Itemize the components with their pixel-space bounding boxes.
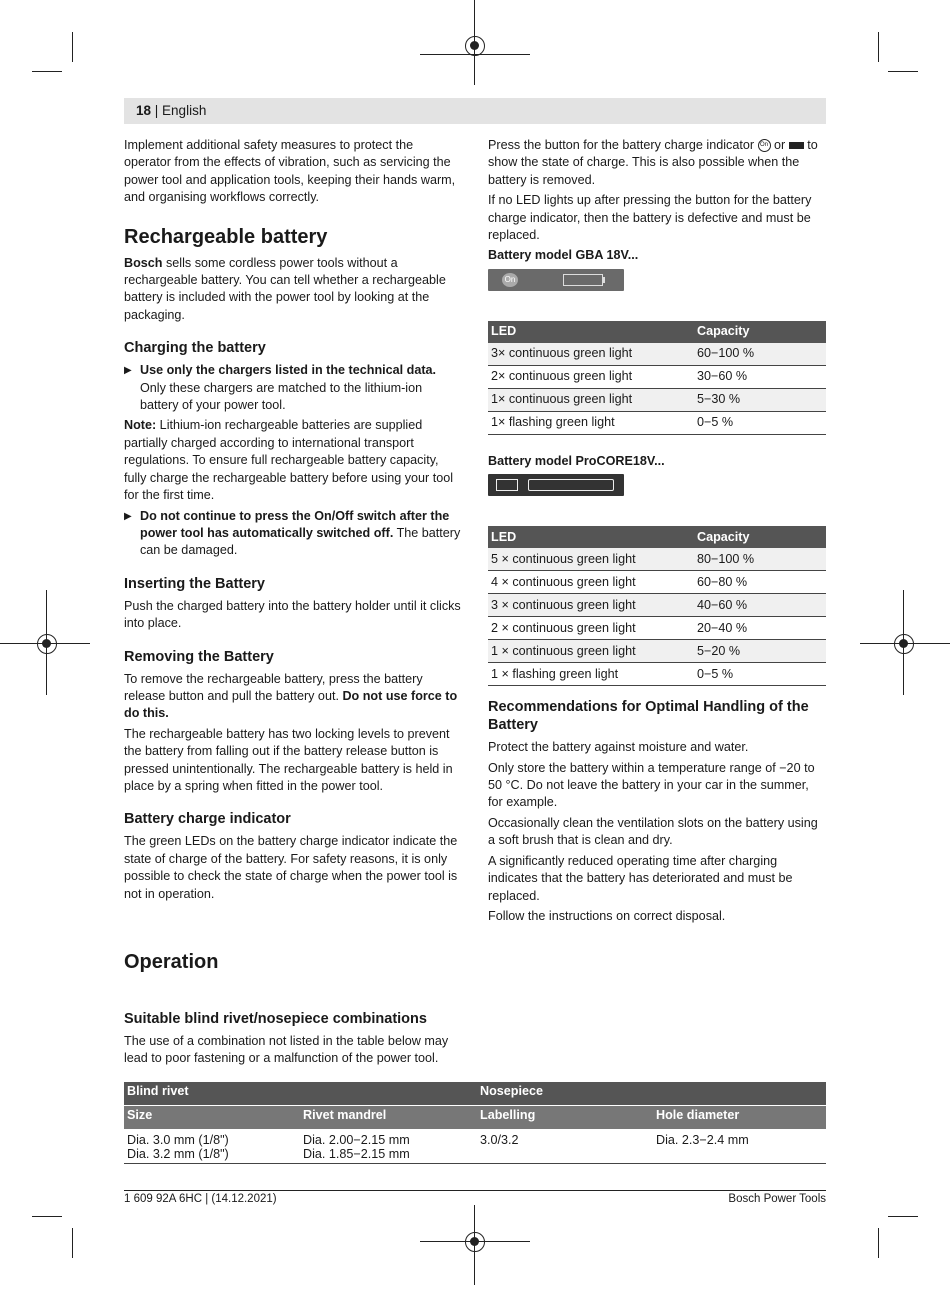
- recommend-paragraph: A significantly reduced operating time after charging indicates that the battery has deteriorated and must be replaced.: [488, 853, 793, 903]
- registration-mark-icon: [894, 634, 914, 654]
- table-header-led: LED: [488, 526, 694, 548]
- crop-mark: [888, 1216, 918, 1217]
- rechargeable-paragraph: [124, 255, 462, 325]
- brand-name: Bosch: [124, 255, 163, 270]
- recommend-paragraph: Occasionally clean the ventilation slots on the battery using a soft brush that is clean and dry.: [488, 815, 818, 848]
- page-footer: [124, 1190, 826, 1205]
- table-row: [488, 343, 826, 366]
- table-row: [488, 594, 826, 617]
- capacity-cell: 40−60 %: [694, 594, 826, 617]
- battery-tip: [602, 277, 605, 283]
- table-row: [488, 411, 826, 434]
- indicator-paragraph: The green LEDs on the battery charge indicator indicate the state of charge of the battery. For safety reasons, it is only possible to check the state of charge when the power tool is not in operation.: [124, 834, 458, 901]
- crop-mark: [32, 1216, 62, 1217]
- capacity-cell: 60−80 %: [694, 571, 826, 594]
- heading-rivet: Suitable blind rivet/nosepiece combinations: [124, 1011, 427, 1027]
- capacity-cell: 0−5 %: [694, 663, 826, 686]
- table-row: [124, 1129, 826, 1147]
- mandrel-cell: Dia. 2.00−2.15 mm: [303, 1133, 410, 1147]
- gba-model-title: Battery model GBA 18V...: [488, 248, 639, 263]
- charging-bullet-2: [124, 508, 462, 560]
- led-cell: 1 × continuous green light: [488, 640, 694, 663]
- table-header-capacity: Capacity: [694, 526, 826, 548]
- registration-mark-icon: [37, 634, 57, 654]
- battery-icon: [496, 479, 518, 491]
- no-led-paragraph: If no LED lights up after pressing the button for the battery charge indicator, then the battery is defective and must be replaced.: [488, 193, 812, 243]
- bullet-bold: Use only the chargers listed in the technical data.: [140, 363, 437, 378]
- footer-doc-id: 1 609 92A 6HC | (14.12.2021): [124, 1193, 277, 1205]
- removing-warning: Do not use force to do this.: [124, 688, 458, 721]
- crop-mark: [72, 32, 73, 62]
- header-hole-diameter: Hole diameter: [656, 1108, 740, 1122]
- hole-diameter-cell: Dia. 2.3−2.4 mm: [656, 1133, 749, 1147]
- locking-paragraph: The rechargeable battery has two locking levels to prevent the battery from falling out if the battery release button is pressed unintentionally. The rechargeable battery is held in place by a spring when fitted in the power tool.: [124, 726, 453, 793]
- note-text: Lithium-ion rechargeable batteries are supplied partially charged according to international transport regulations. To ensure full rechargeable battery capacity, fully charge the rechargeable battery before using your tool for the first time.: [124, 418, 454, 503]
- heading-recommendations: Recommendations for Optimal Handling of the Battery: [488, 699, 809, 734]
- inserting-paragraph: Push the charged battery into the battery holder until it clicks into place.: [124, 598, 461, 631]
- page-number: 18: [136, 103, 152, 118]
- led-cell: 2 × continuous green light: [488, 617, 694, 640]
- charging-bullet-1: [124, 362, 462, 414]
- group-header-blind-rivet: Blind rivet: [127, 1084, 189, 1098]
- footer-brand: Bosch Power Tools: [728, 1193, 826, 1205]
- section-title-operation: Operation: [124, 951, 219, 973]
- page-header-bar: [124, 98, 826, 124]
- table-row: [488, 617, 826, 640]
- gba-led-table: [488, 321, 826, 435]
- table-row: [488, 365, 826, 388]
- capacity-cell: 5−20 %: [694, 640, 826, 663]
- table-row: [488, 663, 826, 686]
- procore-led-table: [488, 526, 826, 686]
- registration-mark-icon: [465, 36, 485, 56]
- crop-mark: [888, 71, 918, 72]
- heading-inserting: Inserting the Battery: [124, 575, 265, 592]
- led-cell: 1× continuous green light: [488, 388, 694, 411]
- header-rivet-mandrel: Rivet mandrel: [303, 1108, 387, 1122]
- led-cell: 5 × continuous green light: [488, 548, 694, 571]
- capacity-cell: 30−60 %: [694, 365, 826, 388]
- rivet-table: [124, 1082, 826, 1164]
- rechargeable-text: sells some cordless power tools without a rechargeable battery. You can tell whether a rechargeable battery is included with the power tool by looking at the packaging.: [124, 255, 446, 322]
- led-cell: 2× continuous green light: [488, 365, 694, 388]
- page-header: 18 | English: [136, 103, 207, 118]
- heading-charging: Charging the battery: [124, 340, 266, 357]
- header-size: Size: [127, 1108, 153, 1122]
- table-row: [488, 388, 826, 411]
- removing-paragraph: [124, 671, 462, 723]
- crop-mark: [878, 32, 879, 62]
- section-title-rechargeable: Rechargeable battery: [124, 225, 328, 248]
- press-paragraph: [488, 137, 826, 189]
- table-header-led: LED: [488, 321, 694, 343]
- table-group-header: [124, 1082, 826, 1105]
- led-cell: 4 × continuous green light: [488, 571, 694, 594]
- press-text: Press the button for the battery charge indicator: [488, 138, 758, 152]
- press-text-or: or: [770, 138, 789, 152]
- table-row: [488, 548, 826, 571]
- hole-diameter-cell: [653, 1147, 826, 1163]
- on-button-icon: On: [502, 273, 518, 287]
- right-column: [488, 137, 826, 928]
- heading-removing: Removing the Battery: [124, 648, 274, 665]
- size-cell: Dia. 3.0 mm (1/8"): [127, 1133, 229, 1147]
- recommend-paragraph: Protect the battery against moisture and water.: [488, 740, 749, 755]
- press-text: to show the state of charge. This is also possible when the battery is removed.: [488, 138, 818, 187]
- crop-mark: [72, 1228, 73, 1258]
- on-button-icon: On: [758, 139, 771, 152]
- registration-mark-icon: [465, 1232, 485, 1252]
- battery-leds-icon: [563, 274, 603, 286]
- capacity-cell: 5−30 %: [694, 388, 826, 411]
- capacity-cell: 60−100 %: [694, 343, 826, 366]
- note-paragraph: [124, 417, 462, 504]
- recommend-paragraph: Follow the instructions on correct disposal.: [488, 908, 726, 923]
- led-cell: 1× flashing green light: [488, 411, 694, 434]
- table-row: [124, 1147, 826, 1164]
- bullet-text: The battery can be damaged.: [140, 525, 461, 558]
- bullet-bold: Do not continue to press the On/Off switch after the power tool has automatically switched off.: [140, 508, 450, 540]
- language-label: English: [162, 103, 207, 118]
- table-header-capacity: Capacity: [694, 321, 826, 343]
- size-cell: Dia. 3.2 mm (1/8"): [127, 1147, 229, 1161]
- capacity-cell: 80−100 %: [694, 548, 826, 571]
- procore-battery-image: [488, 474, 826, 502]
- bullet-text: Only these chargers are matched to the lithium-ion battery of your power tool.: [140, 380, 423, 413]
- removing-text: To remove the rechargeable battery, press the battery release button and pull the battery out.: [124, 671, 423, 703]
- operation-section: [124, 950, 462, 1071]
- heading-indicator: Battery charge indicator: [124, 811, 291, 828]
- recommend-paragraph: Only store the battery within a temperature range of −20 to 50 °C. Do not leave the battery in your car in the summer, for example.: [488, 760, 815, 810]
- table-header: [124, 1105, 826, 1129]
- labelling-cell: 3.0/3.2: [480, 1133, 519, 1147]
- mandrel-cell: Dia. 1.85−2.15 mm: [303, 1147, 410, 1161]
- table-row: [488, 571, 826, 594]
- gba-battery-image: [488, 269, 826, 297]
- rivet-paragraph: The use of a combination not listed in the table below may lead to poor fastening or a malfunction of the power tool.: [124, 1034, 449, 1066]
- crop-mark: [32, 71, 62, 72]
- table-row: [488, 640, 826, 663]
- battery-indicator-icon: [789, 142, 804, 149]
- intro-paragraph: Implement additional safety measures to protect the operator from the effects of vibration, such as servicing the power tool and application tools, keeping their hands warm, and organising workflows correctly.: [124, 138, 456, 205]
- group-header-nosepiece: Nosepiece: [480, 1084, 543, 1098]
- crop-mark: [878, 1228, 879, 1258]
- capacity-cell: 20−40 %: [694, 617, 826, 640]
- note-label: Note:: [124, 418, 157, 433]
- procore-model-title: Battery model ProCORE18V...: [488, 453, 665, 468]
- header-labelling: Labelling: [480, 1108, 536, 1122]
- battery-leds-icon: [528, 479, 614, 491]
- capacity-cell: 0−5 %: [694, 411, 826, 434]
- led-cell: 3× continuous green light: [488, 343, 694, 366]
- led-cell: 3 × continuous green light: [488, 594, 694, 617]
- labelling-cell: [477, 1147, 653, 1163]
- left-column: [124, 137, 462, 906]
- led-cell: 1 × flashing green light: [488, 663, 694, 686]
